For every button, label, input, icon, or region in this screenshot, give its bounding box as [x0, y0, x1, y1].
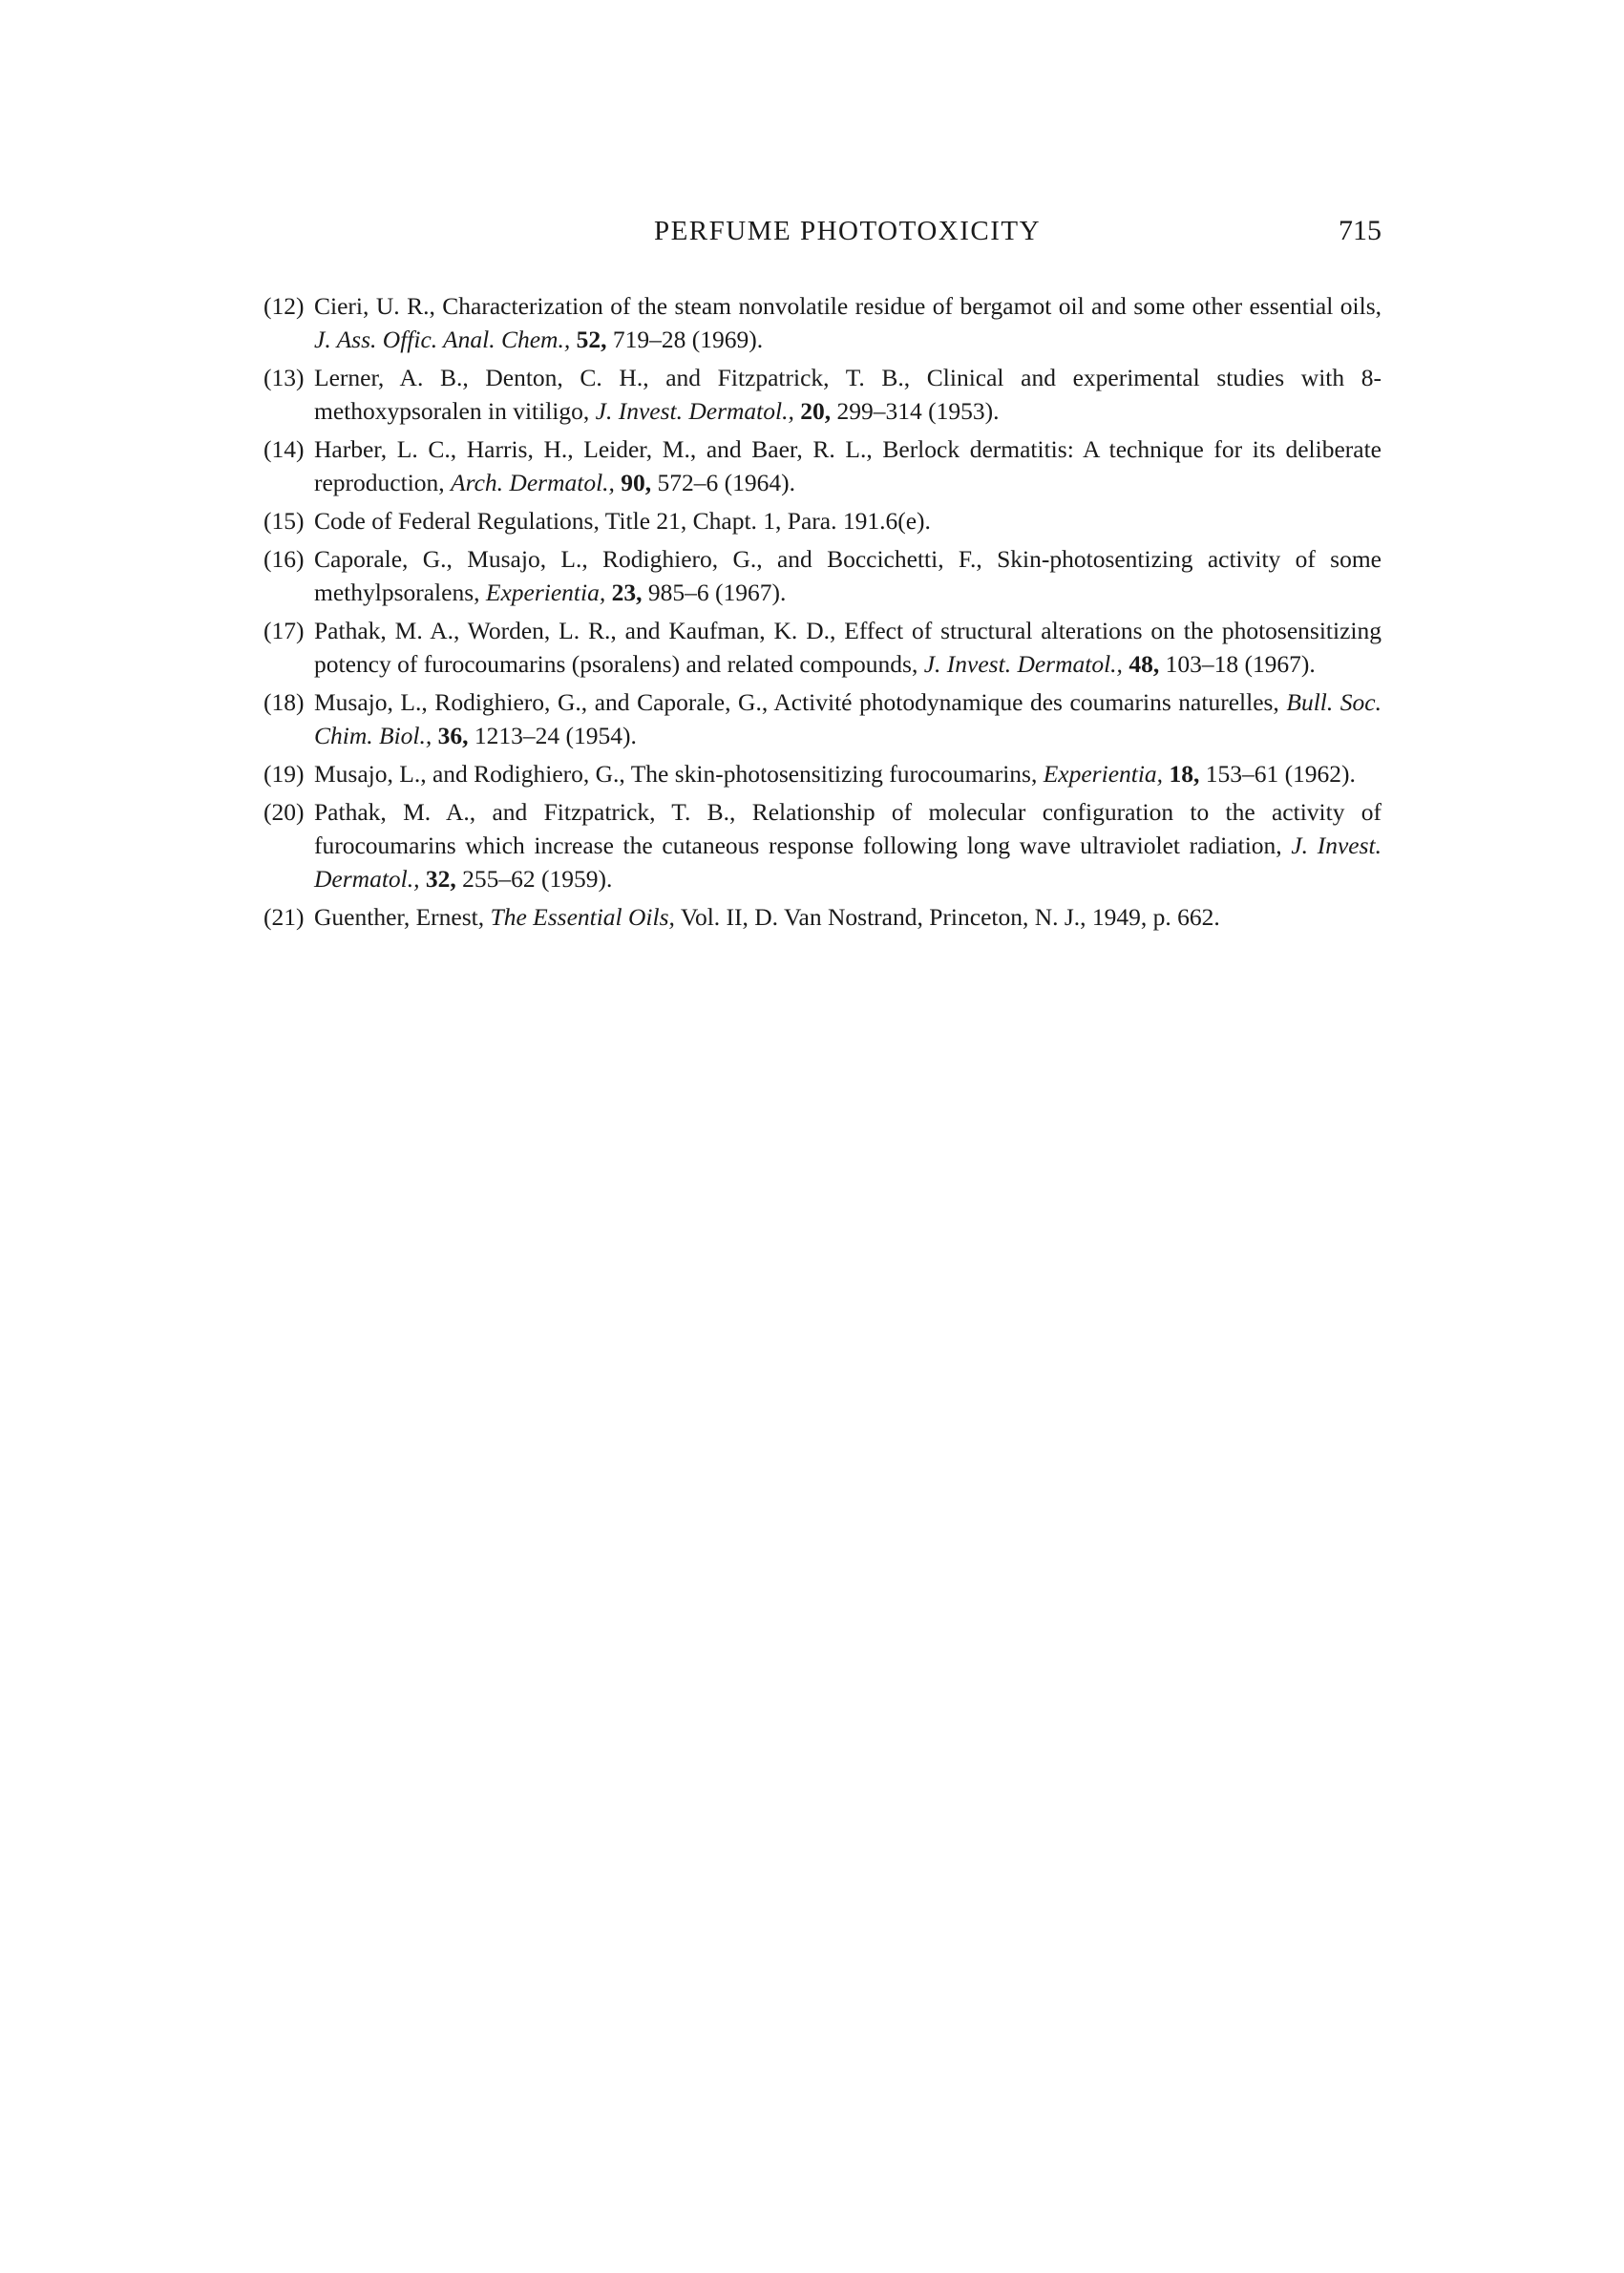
- reference-text-segment: 572–6 (1964).: [651, 469, 796, 496]
- reference-text-segment: 255–62 (1959).: [455, 865, 613, 893]
- reference-number: (15): [264, 507, 305, 535]
- reference-number: (20): [264, 798, 305, 826]
- reference-number: (21): [264, 903, 305, 931]
- reference-text-segment: 299–314 (1953).: [831, 397, 1000, 425]
- reference-number: (12): [264, 292, 305, 320]
- journal-title: J. Invest. Dermatol.,: [923, 650, 1123, 678]
- reference-entry: [264, 900, 1381, 934]
- journal-title: The Essential Oils,: [490, 903, 675, 931]
- journal-title: Experientia,: [485, 579, 606, 606]
- reference-number: (14): [264, 435, 305, 463]
- reference-number: (18): [264, 688, 305, 716]
- reference-text-segment: 153–61 (1962).: [1199, 760, 1356, 788]
- reference-entry: [264, 289, 1381, 356]
- reference-text-segment: 985–6 (1967).: [642, 579, 787, 606]
- reference-text: [314, 798, 1381, 893]
- reference-list: [264, 289, 1381, 938]
- reference-text: [314, 545, 1381, 606]
- volume-number: 23,: [611, 579, 643, 606]
- reference-text-segment: Code of Federal Regulations, Title 21, Chapt. 1, Para. 191.6(e).: [314, 507, 931, 535]
- journal-title: Arch. Dermatol.,: [451, 469, 615, 496]
- volume-number: 36,: [437, 722, 469, 749]
- reference-text-segment: Musajo, L., and Rodighiero, G., The skin-photosensitizing furocoumarins,: [314, 760, 1044, 788]
- reference-text-segment: Cieri, U. R., Characterization of the steam nonvolatile residue of bergamot oil and some other essential oils,: [314, 292, 1381, 320]
- reference-entry: [264, 757, 1381, 790]
- volume-number: 90,: [621, 469, 652, 496]
- running-title: PERFUME PHOTOTOXICITY: [653, 216, 1042, 246]
- reference-text-segment: Pathak, M. A., and Fitzpatrick, T. B., Relationship of molecular configuration to the activity of furocoumarins which increase the cutaneous response following long wave ultraviolet radiation,: [314, 798, 1381, 859]
- reference-text-segment: Pathak, M. A., Worden, L. R., and Kaufman, K. D., Effect of structural alterations on the photosensitizing potency of furocoumarins (psoralens) and related compounds,: [314, 617, 1381, 678]
- journal-title: J. Ass. Offic. Anal. Chem.,: [314, 326, 571, 353]
- journal-title: Bull. Soc. Chim. Biol.,: [314, 688, 1381, 749]
- reference-number: (19): [264, 760, 305, 788]
- volume-number: 48,: [1128, 650, 1160, 678]
- reference-text-segment: Lerner, A. B., Denton, C. H., and Fitzpatrick, T. B., Clinical and experimental studies with 8-methoxypsoralen in vitiligo,: [314, 364, 1381, 425]
- reference-text: [314, 435, 1381, 496]
- reference-entry: [264, 685, 1381, 752]
- reference-entry: [264, 504, 1381, 537]
- volume-number: 18,: [1169, 760, 1200, 788]
- reference-text-segment: 103–18 (1967).: [1159, 650, 1316, 678]
- reference-number: (17): [264, 617, 305, 644]
- volume-number: 20,: [800, 397, 832, 425]
- reference-entry: [264, 795, 1381, 895]
- reference-entry: [264, 361, 1381, 428]
- reference-entry: [264, 542, 1381, 609]
- reference-entry: [264, 614, 1381, 681]
- running-head: [313, 212, 1381, 250]
- reference-text: [314, 364, 1381, 425]
- reference-text-segment: Harber, L. C., Harris, H., Leider, M., and Baer, R. L., Berlock dermatitis: A technique for its deliberate reproduction,: [314, 435, 1381, 496]
- journal-title: J. Invest. Dermatol.,: [314, 831, 1381, 893]
- reference-text-segment: Musajo, L., Rodighiero, G., and Caporale, G., Activité photodynamique des coumarins naturelles,: [314, 688, 1287, 716]
- reference-number: (13): [264, 364, 305, 391]
- reference-text: [314, 688, 1381, 749]
- reference-entry: [264, 432, 1381, 499]
- reference-text: [314, 292, 1381, 353]
- reference-text-segment: Vol. II, D. Van Nostrand, Princeton, N. J., 1949, p. 662.: [674, 903, 1220, 931]
- journal-title: J. Invest. Dermatol.,: [595, 397, 794, 425]
- volume-number: 52,: [576, 326, 607, 353]
- reference-number: (16): [264, 545, 305, 573]
- reference-text-segment: 719–28 (1969).: [606, 326, 764, 353]
- reference-text: [314, 903, 1220, 931]
- journal-title: Experientia,: [1043, 760, 1164, 788]
- reference-text: [314, 617, 1381, 678]
- volume-number: 32,: [425, 865, 456, 893]
- reference-text: [314, 760, 1356, 788]
- reference-text-segment: Caporale, G., Musajo, L., Rodighiero, G., and Boccichetti, F., Skin-photosentizing activity of some methylpsoralens,: [314, 545, 1381, 606]
- reference-text-segment: Guenther, Ernest,: [314, 903, 491, 931]
- reference-text: [314, 507, 931, 535]
- reference-text-segment: 1213–24 (1954).: [468, 722, 637, 749]
- page-number: 715: [1339, 215, 1381, 246]
